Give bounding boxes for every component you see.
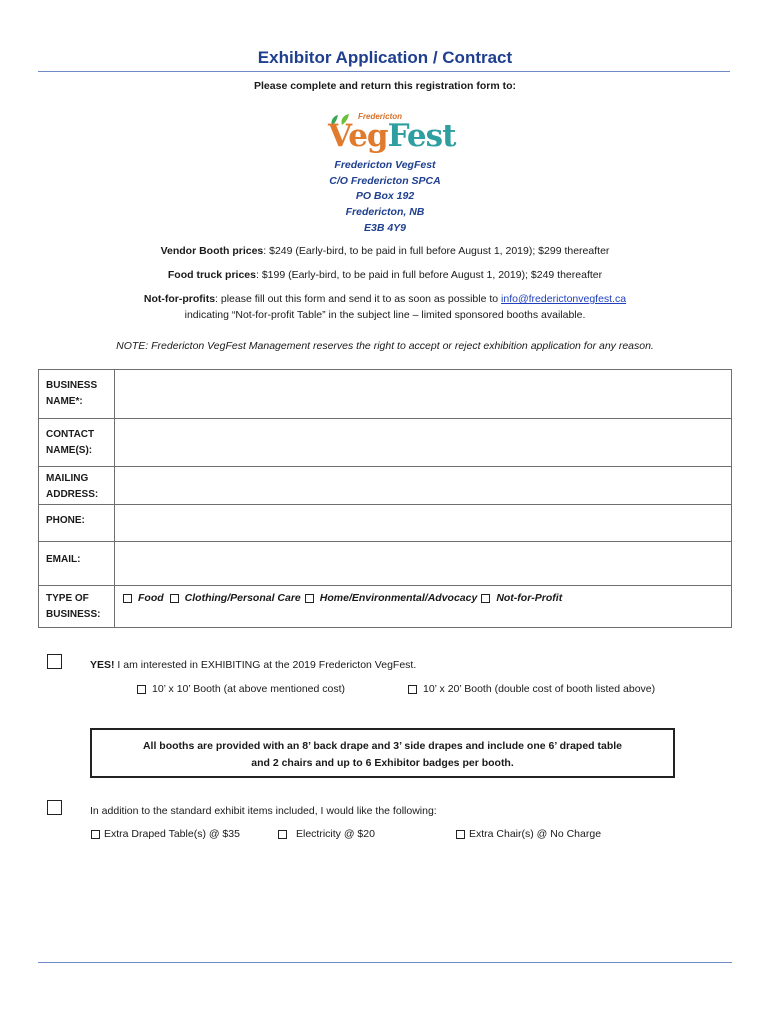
- home-environmental-option-label: Home/Environmental/Advocacy: [319, 592, 478, 604]
- electricity-checkbox[interactable]: [278, 830, 287, 839]
- clothing-checkbox[interactable]: [170, 594, 179, 603]
- application-form-table: [38, 369, 732, 628]
- booth-10x10-option: 10’ x 10’ Booth (at above mentioned cost): [137, 683, 345, 695]
- mailing-address-field[interactable]: [115, 467, 732, 505]
- email-label: EMAIL:: [39, 542, 115, 586]
- booth-10x10-checkbox[interactable]: [137, 685, 146, 694]
- extra-chair-checkbox[interactable]: [456, 830, 465, 839]
- nonprofit-info-2: indicating “Not-for-profit Table” in the subject line – limited sponsored booths available.: [184, 309, 586, 321]
- food-truck-prices: Food truck prices: $199 (Early-bird, to be paid in full before August 1, 2019); $249 thereafter: [167, 269, 603, 281]
- business-name-field[interactable]: [115, 370, 732, 419]
- additional-items-checkbox[interactable]: [47, 800, 62, 815]
- exhibit-yes-statement: YES! I am interested in EXHIBITING at the 2019 Fredericton VegFest.: [90, 659, 417, 671]
- included-items-box: All booths are provided with an 8’ back drape and 3’ side drapes and include one 6’ draped table and 2 chairs and up to 6 Exhibitor badges per booth.: [90, 728, 675, 778]
- email-link[interactable]: info@frederictonvegfest.ca: [501, 293, 627, 305]
- address-line-2: C/O Fredericton SPCA: [329, 175, 441, 187]
- page-subtitle: Please complete and return this registration form to:: [254, 80, 516, 92]
- address-line-4: Fredericton, NB: [345, 206, 425, 218]
- logo-small-text: Fredericton: [358, 112, 403, 121]
- logo-wordmark: VegFest: [328, 118, 456, 154]
- management-note: NOTE: Fredericton VegFest Management reserves the right to accept or reject exhibition application for any reason.: [116, 340, 654, 352]
- nonprofit-info: Not-for-profits: please fill out this form and send it to as soon as possible to info@frederictonvegfest.ca: [143, 293, 627, 305]
- page-title: Exhibitor Application / Contract: [257, 48, 513, 67]
- business-type-label: TYPE OF BUSINESS:: [39, 586, 115, 628]
- booth-10x20-checkbox[interactable]: [408, 685, 417, 694]
- extra-table-option: Extra Draped Table(s) @ $35: [91, 828, 240, 840]
- address-line-1: Fredericton VegFest: [334, 159, 436, 171]
- phone-label: PHONE:: [39, 505, 115, 542]
- home-environmental-checkbox[interactable]: [305, 594, 314, 603]
- footer-divider: [38, 962, 732, 963]
- title-divider: [38, 71, 730, 72]
- business-name-label: BUSINESS NAME*:: [39, 370, 115, 419]
- extra-table-checkbox[interactable]: [91, 830, 100, 839]
- contact-name-label: CONTACT NAME(S):: [39, 419, 115, 467]
- phone-field[interactable]: [115, 505, 732, 542]
- electricity-option: Electricity @ $20: [278, 828, 375, 840]
- exhibit-yes-checkbox[interactable]: [47, 654, 62, 669]
- address-line-3: PO Box 192: [355, 190, 415, 202]
- vegfest-logo: [328, 112, 456, 158]
- food-option-label: Food: [138, 592, 164, 604]
- additional-items-intro: In addition to the standard exhibit items included, I would like the following:: [90, 805, 437, 817]
- food-checkbox[interactable]: [123, 594, 132, 603]
- contact-name-field[interactable]: [115, 419, 732, 467]
- not-for-profit-option-label: Not-for-Profit: [496, 592, 563, 604]
- business-type-options: [115, 586, 732, 628]
- clothing-option-label: Clothing/Personal Care: [184, 592, 301, 604]
- not-for-profit-checkbox[interactable]: [481, 594, 490, 603]
- address-line-5: E3B 4Y9: [363, 222, 407, 234]
- extra-chair-option: Extra Chair(s) @ No Charge: [456, 828, 601, 840]
- mailing-address-label: MAILING ADDRESS:: [39, 467, 115, 505]
- email-field[interactable]: [115, 542, 732, 586]
- booth-10x20-option: 10’ x 20’ Booth (double cost of booth listed above): [408, 683, 655, 695]
- vendor-prices: Vendor Booth prices: $249 (Early-bird, to be paid in full before August 1, 2019); $299 thereafter: [160, 245, 610, 257]
